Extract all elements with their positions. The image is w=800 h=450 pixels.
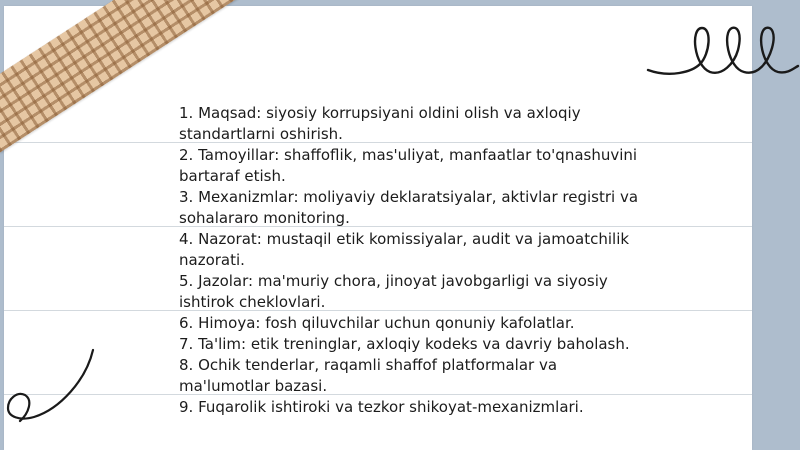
list-item: 2. Tamoyillar: shaffoflik, mas'uliyat, manfaatlar to'qnashuvini bartaraf etish.	[179, 146, 638, 185]
list-item: 1. Maqsad: siyosiy korrupsiyani oldini olish va axloqiy standartlarni oshirish.	[179, 104, 581, 143]
curl-scribble-doodle	[0, 345, 105, 430]
list-item: 4. Nazorat: mustaqil etik komissiyalar, audit va jamoatchilik nazorati.	[179, 230, 630, 269]
list-item: 7. Ta'lim: etik treninglar, axloqiy kodeks va davriy baholash.	[179, 335, 630, 353]
policy-list	[179, 103, 649, 418]
list-item: 5. Jazolar: ma'muriy chora, jinoyat javobgarligi va siyosiy ishtirok cheklovlari.	[179, 272, 608, 311]
list-item: 3. Mexanizmlar: moliyaviy deklaratsiyalar, aktivlar registri va sohalararo monitoring.	[179, 188, 639, 227]
list-item: 9. Fuqarolik ishtiroki va tezkor shikoyat-mexanizmlari.	[179, 398, 584, 416]
list-item: 6. Himoya: fosh qiluvchilar uchun qonuniy kafolatlar.	[179, 314, 575, 332]
loop-scribble-doodle	[640, 14, 800, 84]
list-item: 8. Ochik tenderlar, raqamli shaffof platformalar va ma'lumotlar bazasi.	[179, 356, 558, 395]
